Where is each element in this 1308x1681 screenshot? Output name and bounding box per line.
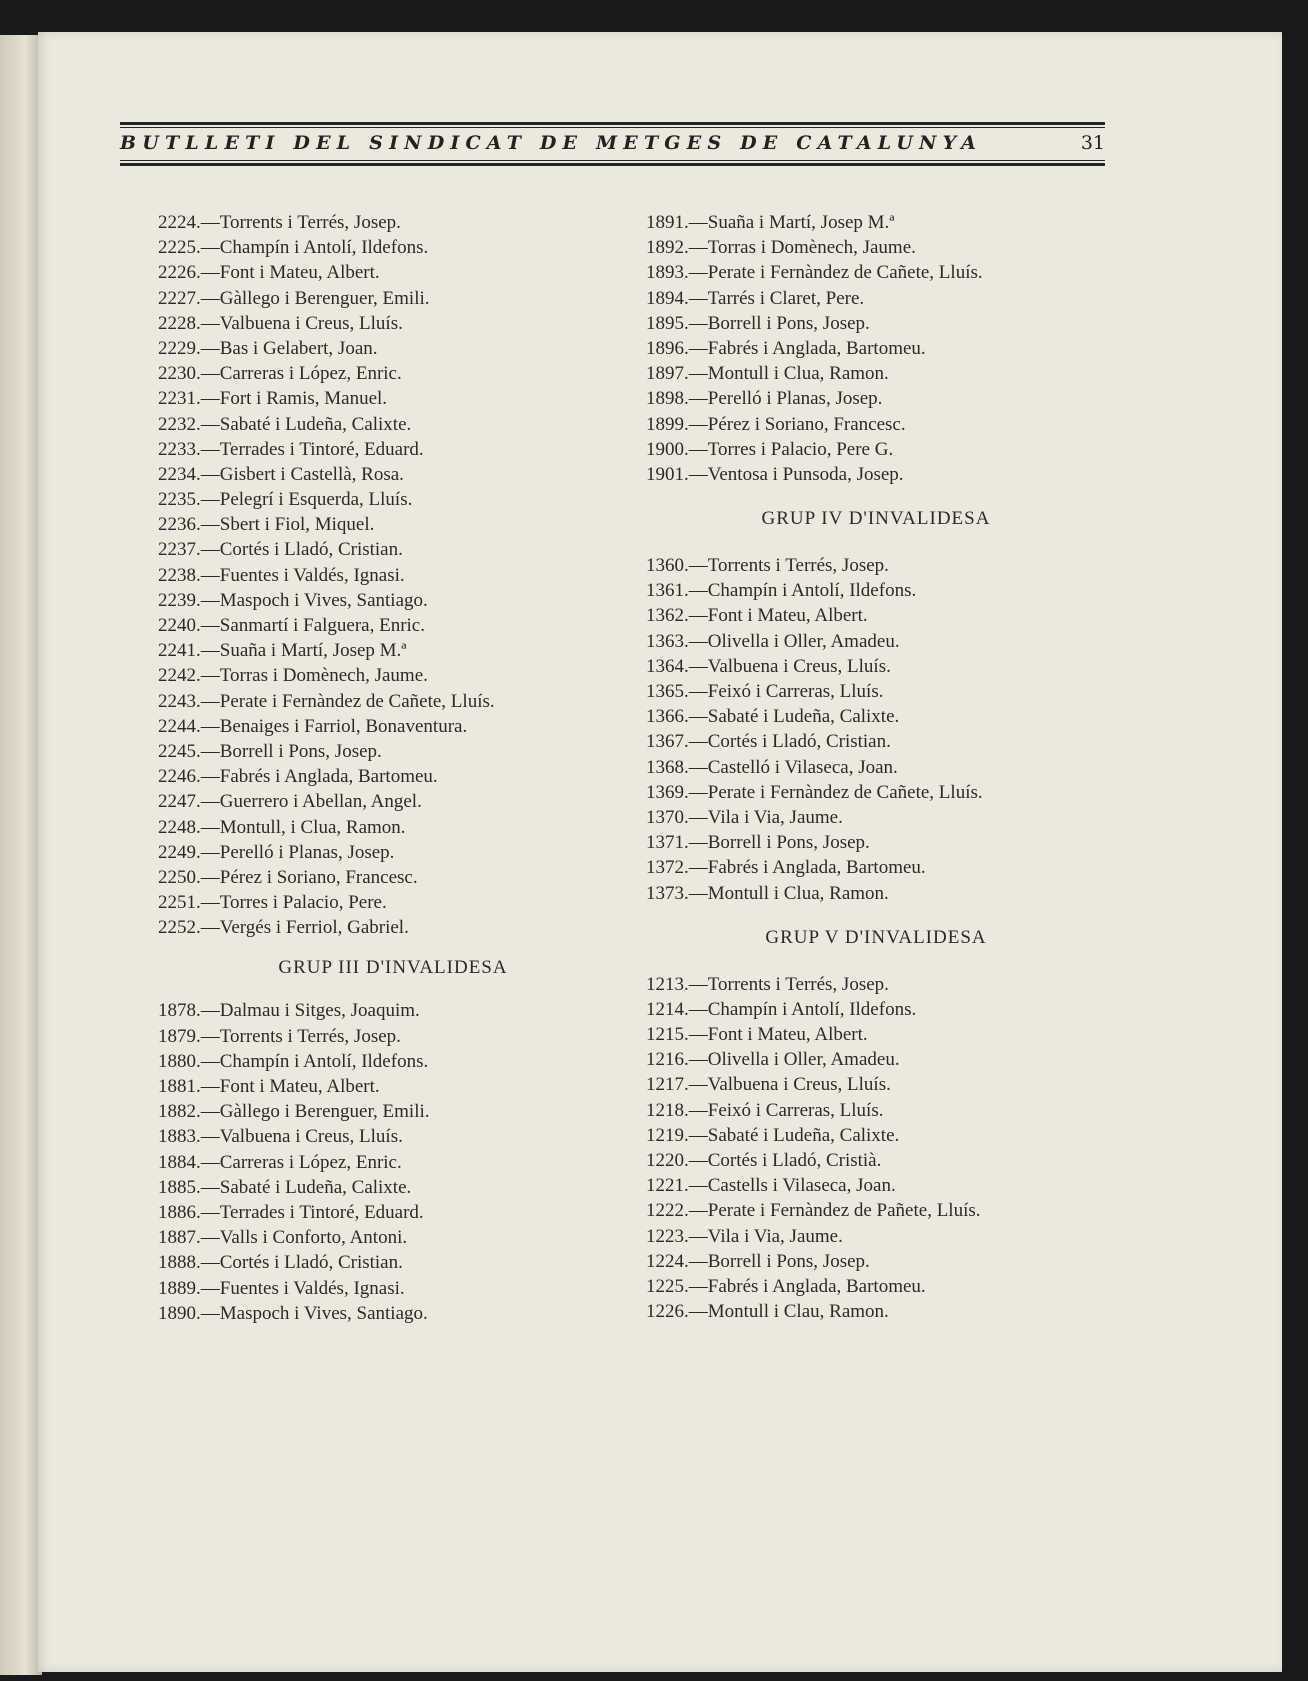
list-item: 1225.—Fabrés i Anglada, Bartomeu.	[646, 1275, 926, 1297]
list-item: 2229.—Bas i Gelabert, Joan.	[158, 337, 378, 359]
entry-list-top	[158, 210, 628, 940]
list-item: 2227.—Gàllego i Berenguer, Emili.	[158, 287, 430, 309]
list-item: 2252.—Vergés i Ferriol, Gabriel.	[158, 917, 409, 939]
header-text	[120, 132, 1105, 154]
list-item: 1893.—Perate i Fernàndez de Cañete, Lluís.	[646, 262, 983, 284]
list-item: 1898.—Perelló i Planas, Josep.	[646, 388, 883, 410]
entry-list-group-v	[646, 972, 1106, 1325]
list-item: 2233.—Terrades i Tintoré, Eduard.	[158, 438, 424, 460]
list-item: 2249.—Perelló i Planas, Josep.	[158, 841, 395, 863]
list-item: 2234.—Gisbert i Castellà, Rosa.	[158, 463, 404, 485]
list-item: 1361.—Champín i Antolí, Ildefons.	[646, 580, 917, 602]
list-item: 2228.—Valbuena i Creus, Lluís.	[158, 312, 403, 334]
entry-list-group-iii	[158, 998, 628, 1325]
list-item: 1221.—Castells i Vilaseca, Joan.	[646, 1175, 896, 1197]
list-item: 2240.—Sanmartí i Falguera, Enric.	[158, 615, 425, 636]
list-item: 1896.—Fabrés i Anglada, Bartomeu.	[646, 337, 926, 359]
list-item: 2250.—Pérez i Soriano, Francesc.	[158, 866, 418, 888]
list-item: 2246.—Fabrés i Anglada, Bartomeu.	[158, 766, 438, 788]
list-item: 1897.—Montull i Clua, Ramon.	[646, 363, 889, 385]
list-item: 1885.—Sabaté i Ludeña, Calixte.	[158, 1176, 412, 1198]
header-top-rule-thin	[120, 127, 1105, 128]
list-item: 1360.—Torrents i Terrés, Josep.	[646, 555, 889, 577]
left-column	[158, 210, 628, 1326]
list-item: 1226.—Montull i Clau, Ramon.	[646, 1301, 889, 1323]
list-item: 1881.—Font i Mateu, Albert.	[158, 1076, 380, 1097]
list-item: 1900.—Torres i Palacio, Pere G.	[646, 438, 894, 460]
list-item: 1891.—Suaña i Martí, Josep M.ª	[646, 212, 895, 233]
page-number: 31	[1080, 132, 1105, 154]
right-column	[646, 210, 1106, 1324]
list-item: 2226.—Font i Mateu, Albert.	[158, 262, 380, 284]
list-item: 1894.—Tarrés i Claret, Pere.	[646, 287, 865, 309]
list-item: 1213.—Torrents i Terrés, Josep.	[646, 973, 889, 995]
list-item: 1363.—Olivella i Oller, Amadeu.	[646, 630, 900, 652]
list-item: 1216.—Olivella i Oller, Amadeu.	[646, 1049, 900, 1071]
list-item: 2243.—Perate i Fernàndez de Cañete, Lluís.	[158, 690, 495, 712]
group-heading-iii: GRUP III D'INVALIDESA	[278, 957, 508, 979]
list-item: 2247.—Guerrero i Abellan, Angel.	[158, 791, 422, 813]
list-item: 2230.—Carreras i López, Enric.	[158, 363, 402, 385]
group-heading-iv: GRUP IV D'INVALIDESA	[761, 508, 991, 530]
list-item: 1366.—Sabaté i Ludeña, Calixte.	[646, 706, 900, 728]
entry-list-group-iii-continued	[646, 210, 1106, 487]
list-item: 2236.—Sbert i Fiol, Miquel.	[158, 514, 375, 536]
list-item: 1899.—Pérez i Soriano, Francesc.	[646, 413, 906, 435]
list-item: 2245.—Borrell i Pons, Josep.	[158, 740, 382, 762]
list-item: 1219.—Sabaté i Ludeña, Calixte.	[646, 1124, 900, 1146]
list-item: 1887.—Valls i Conforto, Antoni.	[158, 1227, 408, 1249]
list-item: 2248.—Montull, i Clua, Ramon.	[158, 816, 406, 838]
list-item: 1886.—Terrades i Tintoré, Eduard.	[158, 1201, 424, 1223]
list-item: 1215.—Font i Mateu, Albert.	[646, 1024, 868, 1046]
list-item: 1214.—Champín i Antolí, Ildefons.	[646, 998, 917, 1020]
list-item: 1901.—Ventosa i Punsoda, Josep.	[646, 463, 904, 485]
list-item: 1889.—Fuentes i Valdés, Ignasi.	[158, 1277, 405, 1299]
header-top-rule	[120, 122, 1105, 125]
list-item: 1882.—Gàllego i Berenguer, Emili.	[158, 1101, 430, 1123]
list-item: 1879.—Torrents i Terrés, Josep.	[158, 1025, 401, 1047]
list-item: 1895.—Borrell i Pons, Josep.	[646, 312, 870, 334]
list-item: 1362.—Font i Mateu, Albert.	[646, 605, 868, 627]
list-item: 2244.—Benaiges i Farriol, Bonaventura.	[158, 715, 468, 737]
list-item: 2224.—Torrents i Terrés, Josep.	[158, 212, 401, 233]
list-item: 2231.—Fort i Ramis, Manuel.	[158, 388, 388, 410]
list-item: 1370.—Vila i Via, Jaume.	[646, 806, 843, 828]
list-item: 1878.—Dalmau i Sitges, Joaquim.	[158, 1000, 420, 1022]
list-item: 2238.—Fuentes i Valdés, Ignasi.	[158, 564, 405, 586]
list-item: 2235.—Pelegrí i Esquerda, Lluís.	[158, 489, 413, 511]
list-item: 1890.—Maspoch i Vives, Santiago.	[158, 1302, 428, 1324]
list-item: 2225.—Champín i Antolí, Ildefons.	[158, 237, 429, 259]
list-item: 1372.—Fabrés i Anglada, Bartomeu.	[646, 857, 926, 879]
list-item: 1365.—Feixó i Carreras, Lluís.	[646, 681, 884, 702]
entry-list-group-iv	[646, 553, 1106, 906]
list-item: 1368.—Castelló i Vilaseca, Joan.	[646, 756, 898, 778]
list-item: 2237.—Cortés i Lladó, Cristian.	[158, 539, 403, 561]
list-item: 2232.—Sabaté i Ludeña, Calixte.	[158, 413, 412, 435]
list-item: 1220.—Cortés i Lladó, Cristià.	[646, 1150, 882, 1171]
journal-title: BUTLLETI DEL SINDICAT DE METGES DE CATALUNYA	[120, 132, 983, 154]
list-item: 1369.—Perate i Fernàndez de Cañete, Lluís.	[646, 781, 983, 803]
list-item: 1217.—Valbuena i Creus, Lluís.	[646, 1074, 891, 1096]
list-item: 1224.—Borrell i Pons, Josep.	[646, 1250, 870, 1272]
list-item: 1892.—Torras i Domènech, Jaume.	[646, 237, 916, 259]
header-bottom-rule-thin	[120, 160, 1105, 161]
list-item: 1218.—Feixó i Carreras, Lluís.	[646, 1099, 884, 1121]
list-item: 1373.—Montull i Clua, Ramon.	[646, 882, 889, 904]
list-item: 1888.—Cortés i Lladó, Cristian.	[158, 1252, 403, 1274]
list-item: 2241.—Suaña i Martí, Josep M.ª	[158, 640, 407, 662]
header-bottom-rule	[120, 163, 1105, 166]
list-item: 2242.—Torras i Domènech, Jaume.	[158, 665, 428, 687]
group-heading-v: GRUP V D'INVALIDESA	[765, 926, 987, 948]
list-item: 1883.—Valbuena i Creus, Lluís.	[158, 1126, 403, 1148]
list-item: 1364.—Valbuena i Creus, Lluís.	[646, 655, 891, 677]
list-item: 2251.—Torres i Palacio, Pere.	[158, 892, 387, 914]
list-item: 1222.—Perate i Fernàndez de Pañete, Lluís.	[646, 1200, 981, 1222]
list-item: 1223.—Vila i Via, Jaume.	[646, 1225, 843, 1247]
list-item: 1371.—Borrell i Pons, Josep.	[646, 832, 870, 854]
list-item: 1367.—Cortés i Lladó, Cristian.	[646, 731, 891, 753]
book-spine-edge	[0, 35, 42, 1675]
running-header	[120, 90, 1105, 174]
list-item: 2239.—Maspoch i Vives, Santiago.	[158, 589, 428, 611]
list-item: 1880.—Champín i Antolí, Ildefons.	[158, 1050, 429, 1072]
list-item: 1884.—Carreras i López, Enric.	[158, 1151, 402, 1173]
